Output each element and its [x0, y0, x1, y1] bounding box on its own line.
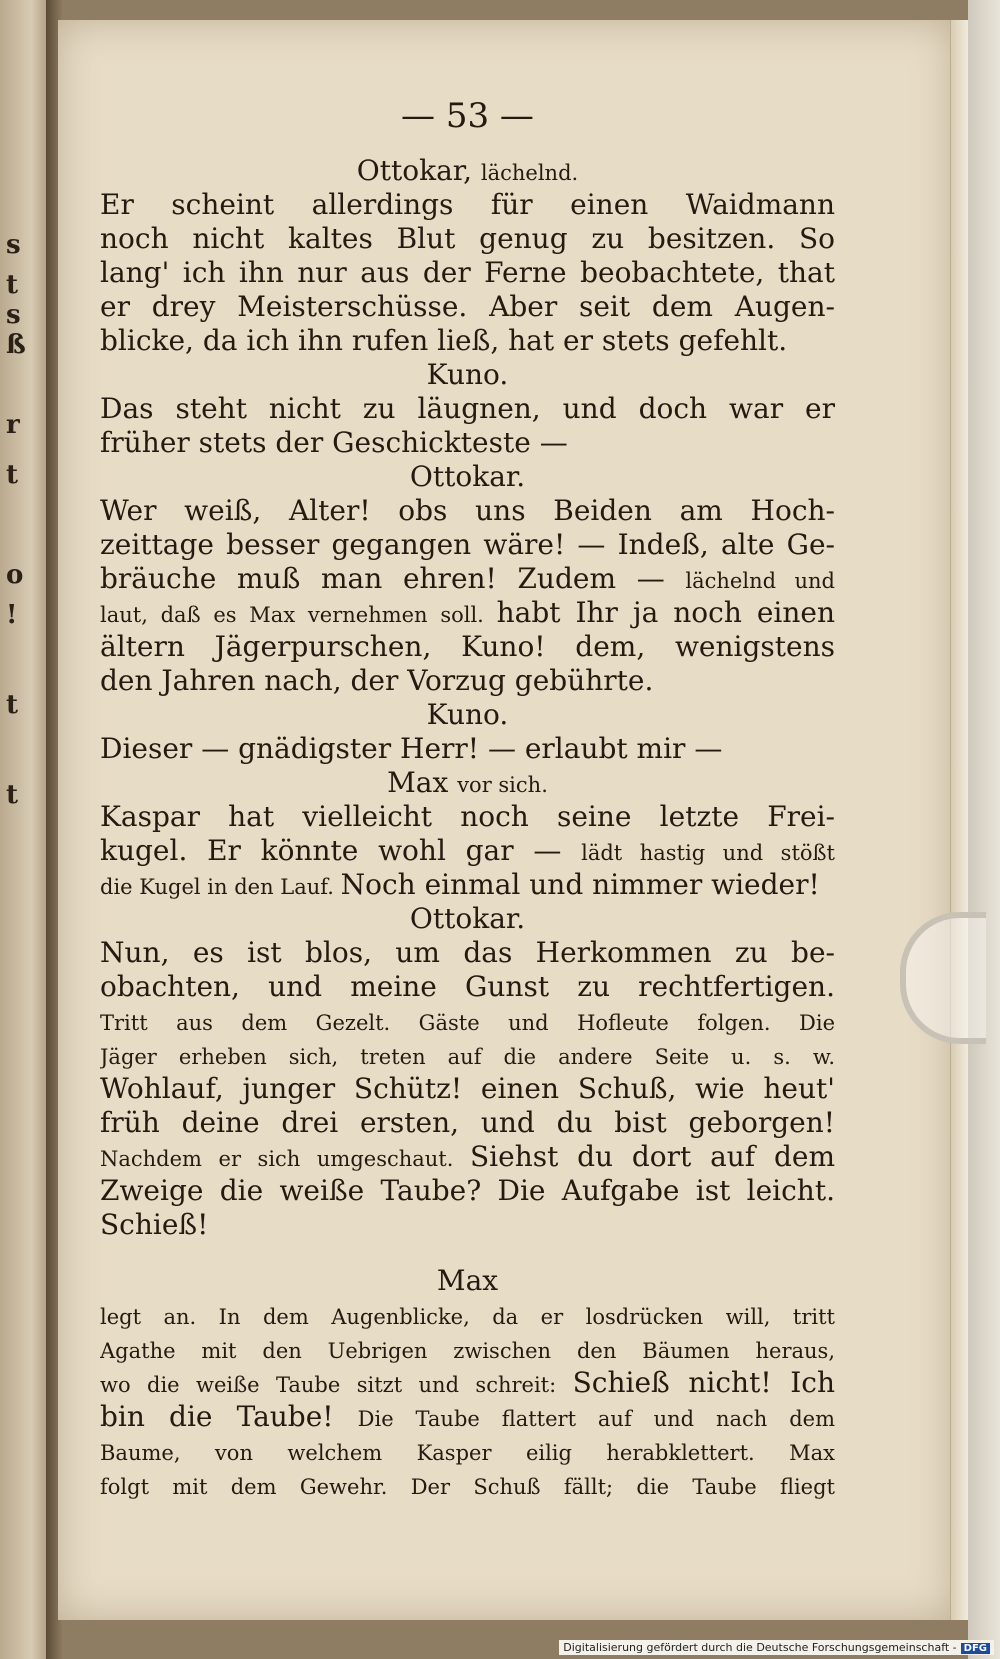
stage-direction: Nachdem er sich umgeschaut. — [100, 1147, 470, 1171]
speaker-name — [100, 460, 835, 494]
dialogue-text: blicke, da ich ihn rufen ließ, hat er stets gefehlt. — [100, 324, 788, 357]
dialogue-text: Schieß! — [100, 1208, 209, 1241]
dialogue-text: obachten, und meine Gunst zu rechtfertigen. — [100, 970, 835, 1003]
text-line — [100, 596, 835, 630]
dialogue-text: Er scheint allerdings für einen Waidmann — [100, 188, 835, 221]
text-line — [100, 1004, 835, 1038]
speaker-name — [100, 902, 835, 936]
page-number: — 53 — — [401, 96, 534, 136]
dialogue-text: Schieß nicht! Ich — [572, 1366, 835, 1399]
dialogue-text: Das steht nicht zu läugnen, und doch war er — [100, 392, 835, 425]
stage-direction: lächelnd und — [685, 569, 835, 593]
text-line — [100, 290, 835, 324]
text-line — [100, 256, 835, 290]
text-line — [100, 1208, 835, 1242]
text-line — [100, 1332, 835, 1366]
left-page-fragment: r — [6, 410, 20, 440]
stage-direction: laut, daß es Max vernehmen soll. — [100, 603, 497, 627]
speaker-name — [100, 358, 835, 392]
stage-direction: legt an. In dem Augenblicke, da er losdrücken will, tritt — [100, 1305, 835, 1329]
stage-direction: Tritt aus dem Gezelt. Gäste und Hofleute folgen. Die — [100, 1011, 835, 1035]
text-line — [100, 834, 835, 868]
text-line — [100, 800, 835, 834]
dialogue-text: lang' ich ihn nur aus der Ferne beobachtete, that — [100, 256, 835, 289]
dialogue-text: bin die Taube! — [100, 1400, 358, 1433]
credit-text: Digitalisierung gefördert durch die Deutsche Forschungsgemeinschaft - — [563, 1641, 957, 1654]
left-page-fragment: t — [6, 270, 19, 300]
line-gap — [100, 1242, 835, 1264]
text-line — [100, 562, 835, 596]
dialogue-text: Noch einmal und nimmer wieder! — [340, 868, 820, 901]
left-page-fragment: t — [6, 460, 19, 490]
left-page-fragment: t — [6, 690, 19, 720]
dialogue-text: Wohlauf, junger Schütz! einen Schuß, wie heut' — [100, 1072, 835, 1105]
dialogue-text: Kaspar hat vielleicht noch seine letzte Frei- — [100, 800, 835, 833]
speaker-name — [100, 1264, 835, 1298]
left-page-fragment: s — [6, 230, 21, 260]
left-page-fragment: ß — [6, 330, 26, 360]
left-page-fragment: ! — [6, 600, 18, 630]
stage-direction: die Kugel in den Lauf. — [100, 875, 341, 899]
text-line — [100, 1434, 835, 1468]
text-line — [100, 188, 835, 222]
page-text — [100, 88, 835, 1502]
text-line — [100, 1298, 835, 1332]
dialogue-text: den Jahren nach, der Vorzug gebührte. — [100, 664, 654, 697]
left-page-fragment: t — [6, 780, 19, 810]
dialogue-text: Ottokar, — [356, 154, 481, 187]
stage-direction: Agathe mit den Uebrigen zwischen den Bäumen heraus, — [100, 1339, 835, 1363]
stage-direction: folgt mit dem Gewehr. Der Schuß fällt; die Taube fliegt — [100, 1475, 835, 1499]
speaker-name — [100, 698, 835, 732]
text-line — [100, 664, 835, 698]
dialogue-text: Kuno. — [426, 358, 509, 391]
text-line — [100, 936, 835, 970]
speaker-name — [100, 154, 835, 188]
stage-direction: vor sich. — [457, 773, 548, 797]
text-line — [100, 630, 835, 664]
dialogue-text: Nun, es ist blos, um das Herkommen zu be- — [100, 936, 835, 969]
left-page-edge — [0, 0, 52, 1659]
dialogue-text: habt Ihr ja noch einen — [496, 596, 835, 629]
stage-direction: Baume, von welchem Kasper eilig herabklettert. Max — [100, 1441, 835, 1465]
dialogue-text: zeittage besser gegangen wäre! — Indeß, alte Ge- — [100, 528, 835, 561]
text-line — [100, 1174, 835, 1208]
dialogue-text: früher stets der Geschickteste — — [100, 426, 568, 459]
dialogue-text: er drey Meisterschüsse. Aber seit dem Augen- — [100, 290, 835, 323]
dialogue-text: Max — [436, 1264, 499, 1297]
text-line — [100, 1140, 835, 1174]
digitization-credit — [559, 1640, 994, 1655]
dialogue-text: Wer weiß, Alter! obs uns Beiden am Hoch- — [100, 494, 835, 527]
stage-direction: lädt hastig und stößt — [581, 841, 835, 865]
dfg-logo: DFG — [961, 1643, 990, 1654]
text-lines — [100, 154, 835, 1502]
text-line — [100, 528, 835, 562]
stage-direction: Die Taube flattert auf und nach dem — [357, 1407, 835, 1431]
dialogue-text: Siehst du dort auf dem — [469, 1140, 835, 1173]
text-line — [100, 970, 835, 1004]
text-line — [100, 494, 835, 528]
scan-background — [968, 0, 1000, 1659]
stage-direction: Jäger erheben sich, treten auf die andere Seite u. s. w. — [100, 1045, 835, 1069]
text-line — [100, 1072, 835, 1106]
dialogue-text: ältern Jägerpurschen, Kuno! dem, wenigstens — [100, 630, 835, 663]
dialogue-text: Kuno. — [426, 698, 509, 731]
left-page-fragment: s — [6, 300, 21, 330]
dialogue-text: noch nicht kaltes Blut genug zu besitzen. So — [100, 222, 835, 255]
stage-direction: wo die weiße Taube sitzt und schreit: — [100, 1373, 573, 1397]
text-line — [100, 392, 835, 426]
text-line — [100, 1400, 835, 1434]
dialogue-text: bräuche muß man ehren! Zudem — — [100, 562, 686, 595]
text-line — [100, 426, 835, 460]
text-line — [100, 1038, 835, 1072]
text-line — [100, 1468, 835, 1502]
text-line — [100, 868, 835, 902]
text-line — [100, 324, 835, 358]
text-line — [100, 222, 835, 256]
text-line — [100, 1106, 835, 1140]
speaker-name — [100, 766, 835, 800]
dialogue-text: kugel. Er könnte wohl gar — — [100, 834, 582, 867]
left-page-fragment: o — [6, 560, 24, 590]
page-edge — [950, 20, 969, 1620]
dialogue-text: Ottokar. — [409, 460, 526, 493]
dialogue-text: Max — [387, 766, 458, 799]
text-line — [100, 732, 835, 766]
dialogue-text: Ottokar. — [409, 902, 526, 935]
text-line — [100, 1366, 835, 1400]
stage-direction: lächelnd. — [480, 161, 579, 185]
dialogue-text: Dieser — gnädigster Herr! — erlaubt mir — — [100, 732, 723, 765]
dialogue-text: früh deine drei ersten, und du bist geborgen! — [100, 1106, 835, 1139]
dialogue-text: Zweige die weiße Taube? Die Aufgabe ist leicht. — [100, 1174, 835, 1207]
